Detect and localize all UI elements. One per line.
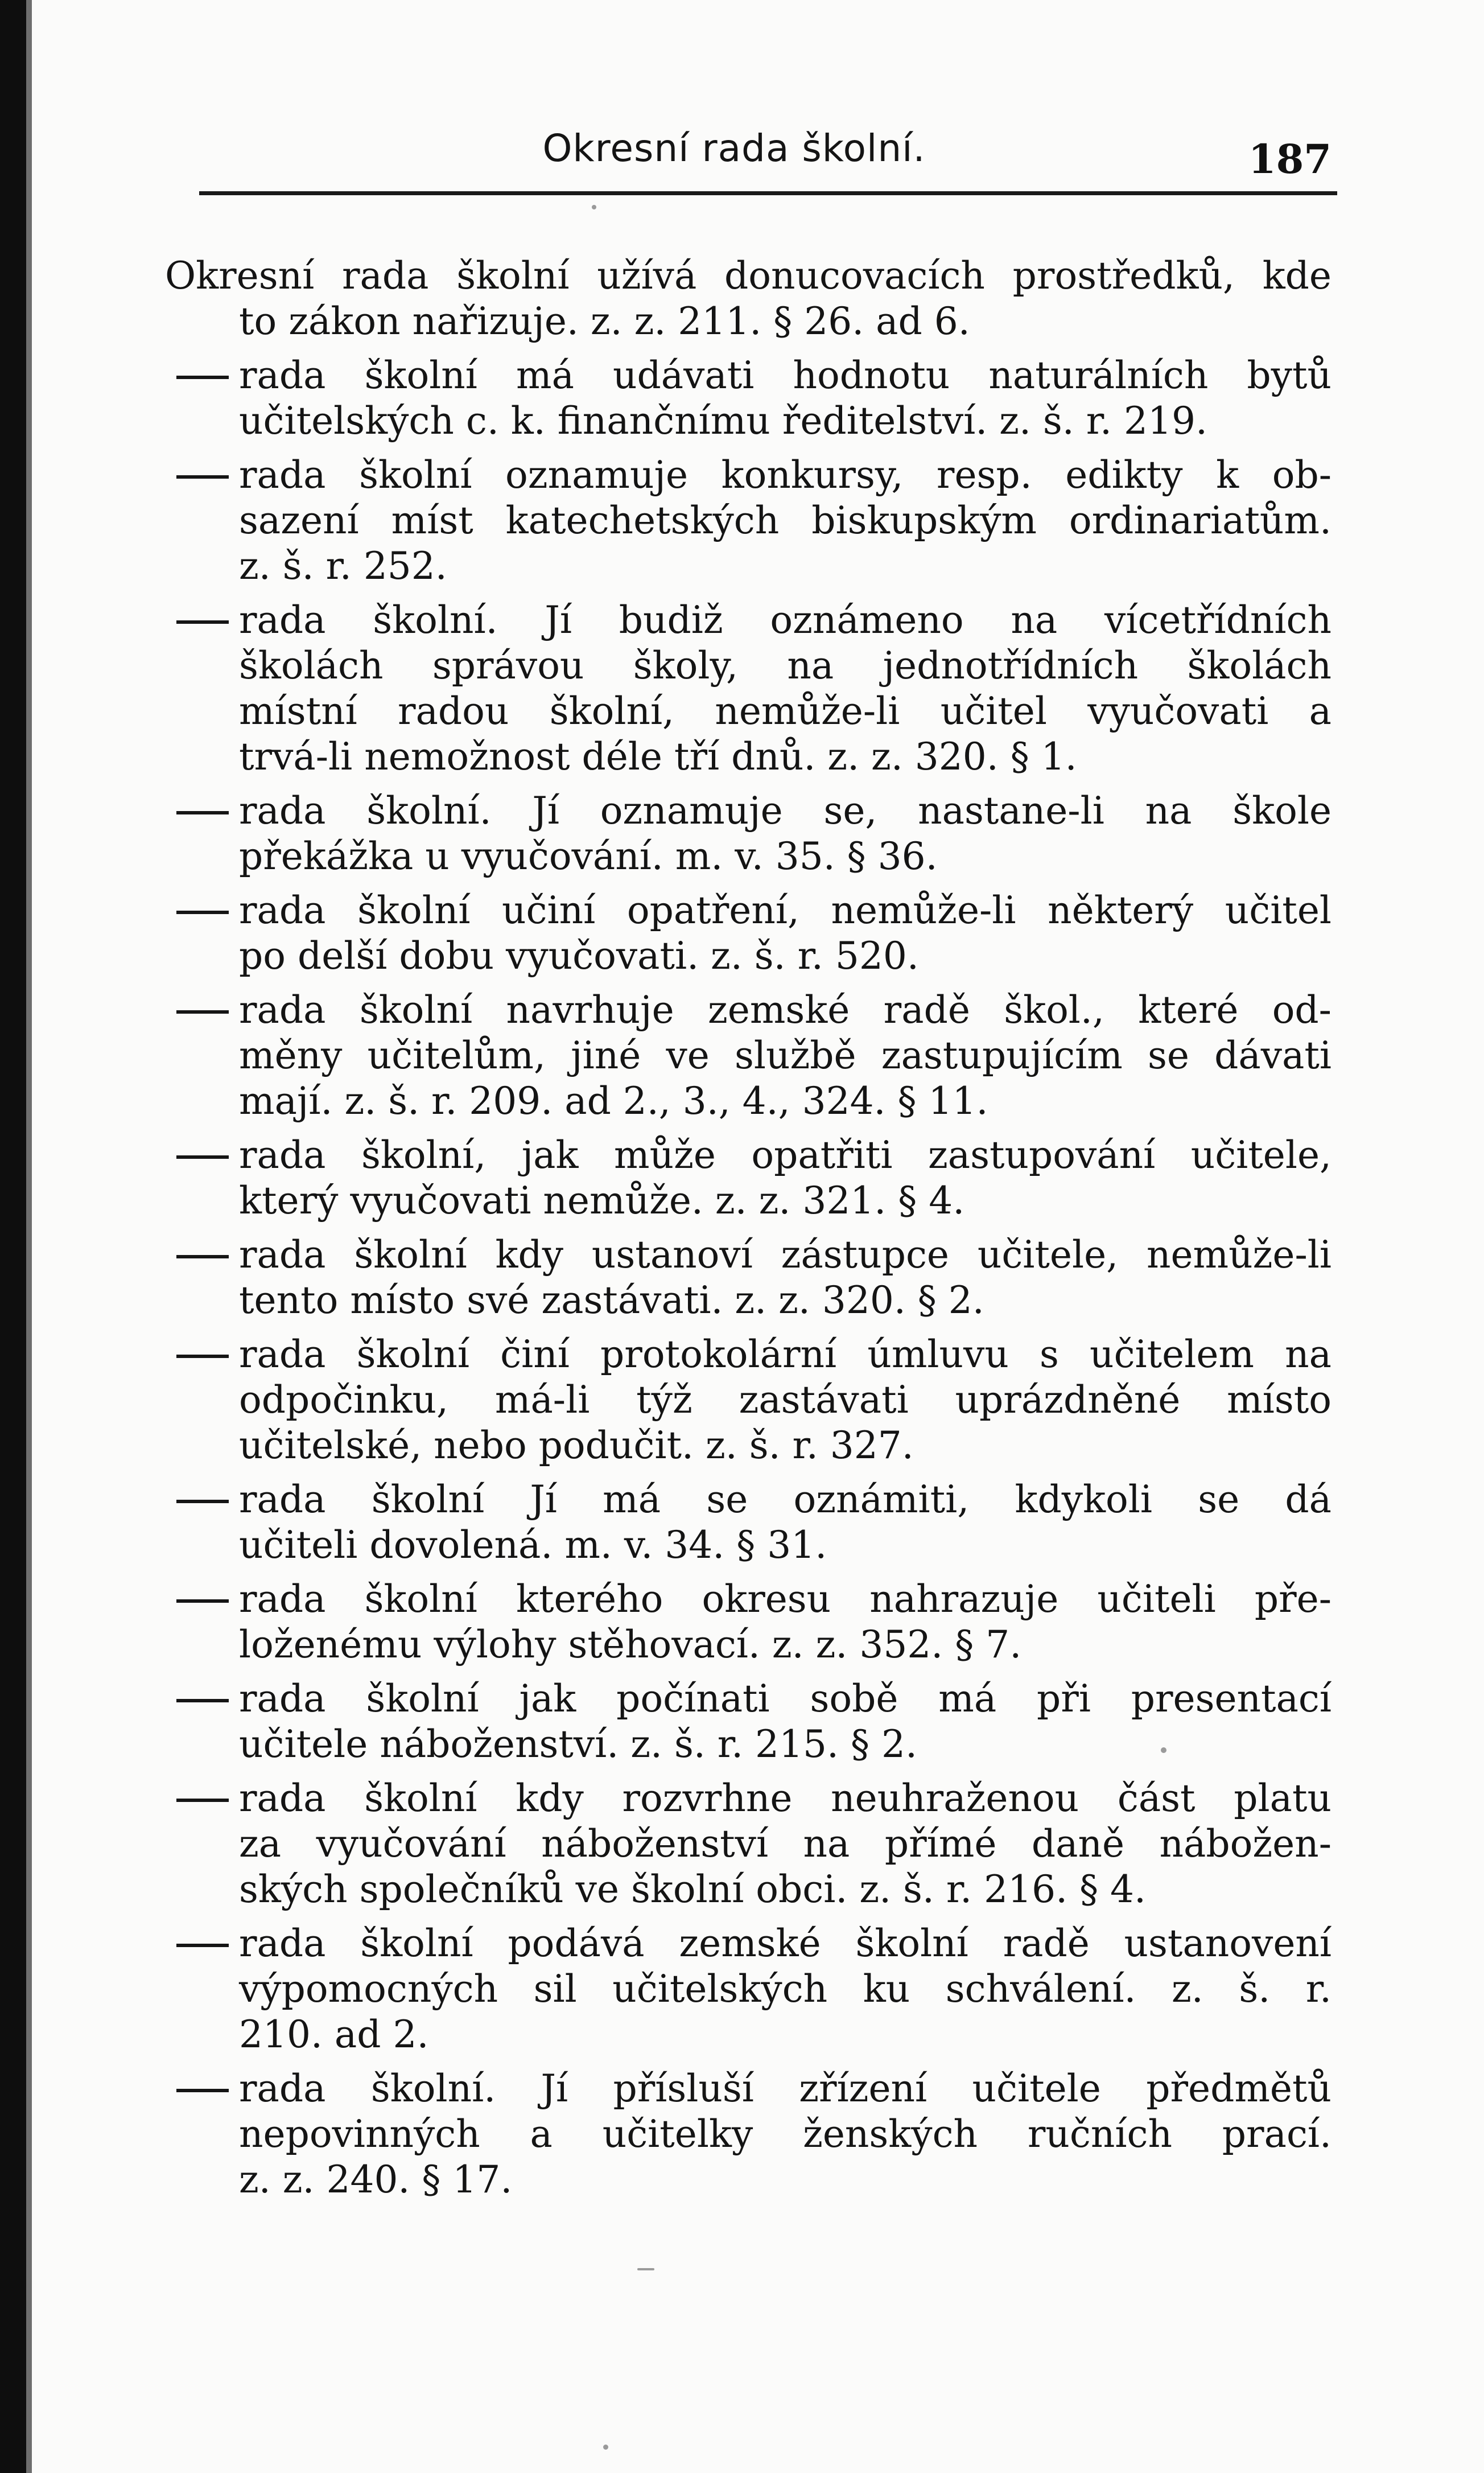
- entry-line: odpočinku, má-li týž zastávati uprázdněné místo: [239, 1378, 1332, 1422]
- entry-dash: [176, 376, 229, 379]
- entry-line: rada školní má udávati hodnotu naturálních bytů: [239, 353, 1332, 397]
- entry-line: učitelských c. k. finančnímu ředitelství. z. š. r. 219.: [239, 399, 1207, 443]
- entry-line: který vyučovati nemůže. z. z. 321. § 4.: [239, 1179, 965, 1223]
- entry-line: mají. z. š. r. 209. ad 2., 3., 4., 324. § 11.: [239, 1079, 988, 1123]
- entry-line: Okresní rada školní užívá donucovacích prostředků, kde: [165, 254, 1332, 298]
- paper-speck: [1161, 1747, 1166, 1753]
- entry-line: rada školní, jak může opatřiti zastupování učitele,: [239, 1133, 1332, 1177]
- entry-line: rada školní jak počínati sobě má při presentací: [239, 1677, 1332, 1721]
- index-entry: [165, 1776, 1332, 1912]
- entry-line: rada školní oznamuje konkursy, resp. edikty k ob-: [239, 453, 1332, 497]
- entry-line: z. z. 240. § 17.: [239, 2158, 513, 2202]
- index-entry: [165, 1676, 1332, 1767]
- entry-line: rada školní kdy rozvrhne neuhraženou část platu: [239, 1776, 1332, 1820]
- index-entry: [165, 2066, 1332, 2203]
- entry-dash: [176, 811, 229, 814]
- index-entry: [165, 987, 1332, 1124]
- entry-line: trvá-li nemožnost déle tří dnů. z. z. 320. § 1.: [239, 735, 1077, 779]
- index-entry: [165, 1921, 1332, 2058]
- entry-line: tento místo své zastávati. z. z. 320. § 2.: [239, 1278, 984, 1322]
- entry-line: rada školní podává zemské školní radě ustanovení: [239, 1921, 1332, 1965]
- entry-dash: [176, 1500, 229, 1503]
- paper-speck: [603, 2445, 608, 2450]
- entry-line: z. š. r. 252.: [239, 544, 447, 588]
- entry-line: učitelské, nebo podučit. z. š. r. 327.: [239, 1423, 914, 1467]
- entry-dash: [176, 1944, 229, 1947]
- entry-dash: [176, 1599, 229, 1603]
- entry-line: to zákon nařizuje. z. z. 211. § 26. ad 6.: [239, 299, 970, 343]
- index-entry: [165, 1232, 1332, 1323]
- entry-line: místní radou školní, nemůže-li učitel vyučovati a: [239, 689, 1332, 733]
- entry-line: rada školní činí protokolární úmluvu s učitelem na: [239, 1332, 1332, 1376]
- index-entry: [165, 1477, 1332, 1568]
- entry-dash: [176, 1799, 229, 1802]
- running-head: Okresní rada školní.: [542, 126, 926, 170]
- entry-line: rada školní navrhuje zemské radě škol., které od-: [239, 988, 1332, 1032]
- index-entry: [165, 598, 1332, 780]
- entry-line: měny učitelům, jiné ve službě zastupujícím se dávati: [239, 1034, 1332, 1077]
- index-entries: [165, 253, 1332, 2211]
- entry-line: sazení míst katechetských biskupským ordinariatům.: [239, 499, 1332, 542]
- entry-line: učitele náboženství. z. š. r. 215. § 2.: [239, 1722, 917, 1766]
- index-entry: [165, 452, 1332, 589]
- entry-line: rada školní. Jí budiž oznámeno na vícetřídních: [239, 598, 1332, 642]
- page-binding-edge: [0, 0, 26, 2473]
- entry-line: rada školní. Jí oznamuje se, nastane-li na škole: [239, 789, 1332, 833]
- header-rule: [199, 191, 1337, 195]
- index-entry: [165, 1133, 1332, 1224]
- entry-line: rada školní kdy ustanoví zástupce učitele, nemůže-li: [239, 1233, 1332, 1277]
- entry-dash: [176, 1355, 229, 1358]
- entry-dash: [176, 1255, 229, 1258]
- index-entry: [165, 253, 1332, 344]
- index-entry: [165, 353, 1332, 444]
- entry-line: výpomocných sil učitelských ku schválení. z. š. r.: [239, 1967, 1332, 2011]
- page-binding-shadow: [26, 0, 32, 2473]
- paper-speck: [592, 205, 596, 209]
- entry-line: po delší dobu vyučovati. z. š. r. 520.: [239, 934, 919, 978]
- entry-dash: [176, 475, 229, 479]
- entry-line: nepovinných a učitelky ženských ručních prací.: [239, 2112, 1332, 2156]
- index-entry: [165, 1577, 1332, 1668]
- entry-dash: [176, 2089, 229, 2092]
- entry-line: školách správou školy, na jednotřídních školách: [239, 644, 1332, 688]
- entry-dash: [176, 911, 229, 914]
- page-number: 187: [1248, 135, 1332, 183]
- index-entry: [165, 888, 1332, 979]
- entry-dash: [176, 1010, 229, 1014]
- entry-dash: [176, 620, 229, 624]
- entry-line: rada školní učiní opatření, nemůže-li některý učitel: [239, 888, 1332, 932]
- paper-speck: [637, 2268, 654, 2270]
- entry-line: za vyučování náboženství na přímé daně nábožen-: [239, 1822, 1332, 1866]
- entry-line: loženému výlohy stěhovací. z. z. 352. § 7.: [239, 1623, 1022, 1667]
- entry-line: překážka u vyučování. m. v. 35. § 36.: [239, 834, 938, 878]
- entry-line: 210. ad 2.: [239, 2013, 429, 2056]
- entry-line: rada školní. Jí přísluší zřízení učitele předmětů: [239, 2067, 1332, 2110]
- entry-dash: [176, 1155, 229, 1159]
- entry-line: učiteli dovolená. m. v. 34. § 31.: [239, 1523, 827, 1567]
- entry-dash: [176, 1699, 229, 1702]
- entry-line: rada školní Jí má se oznámiti, kdykoli se dá: [239, 1478, 1332, 1521]
- index-entry: [165, 788, 1332, 879]
- entry-line: ských společníků ve školní obci. z. š. r. 216. § 4.: [239, 1867, 1147, 1911]
- index-entry: [165, 1332, 1332, 1468]
- entry-line: rada školní kterého okresu nahrazuje učiteli pře-: [239, 1577, 1332, 1621]
